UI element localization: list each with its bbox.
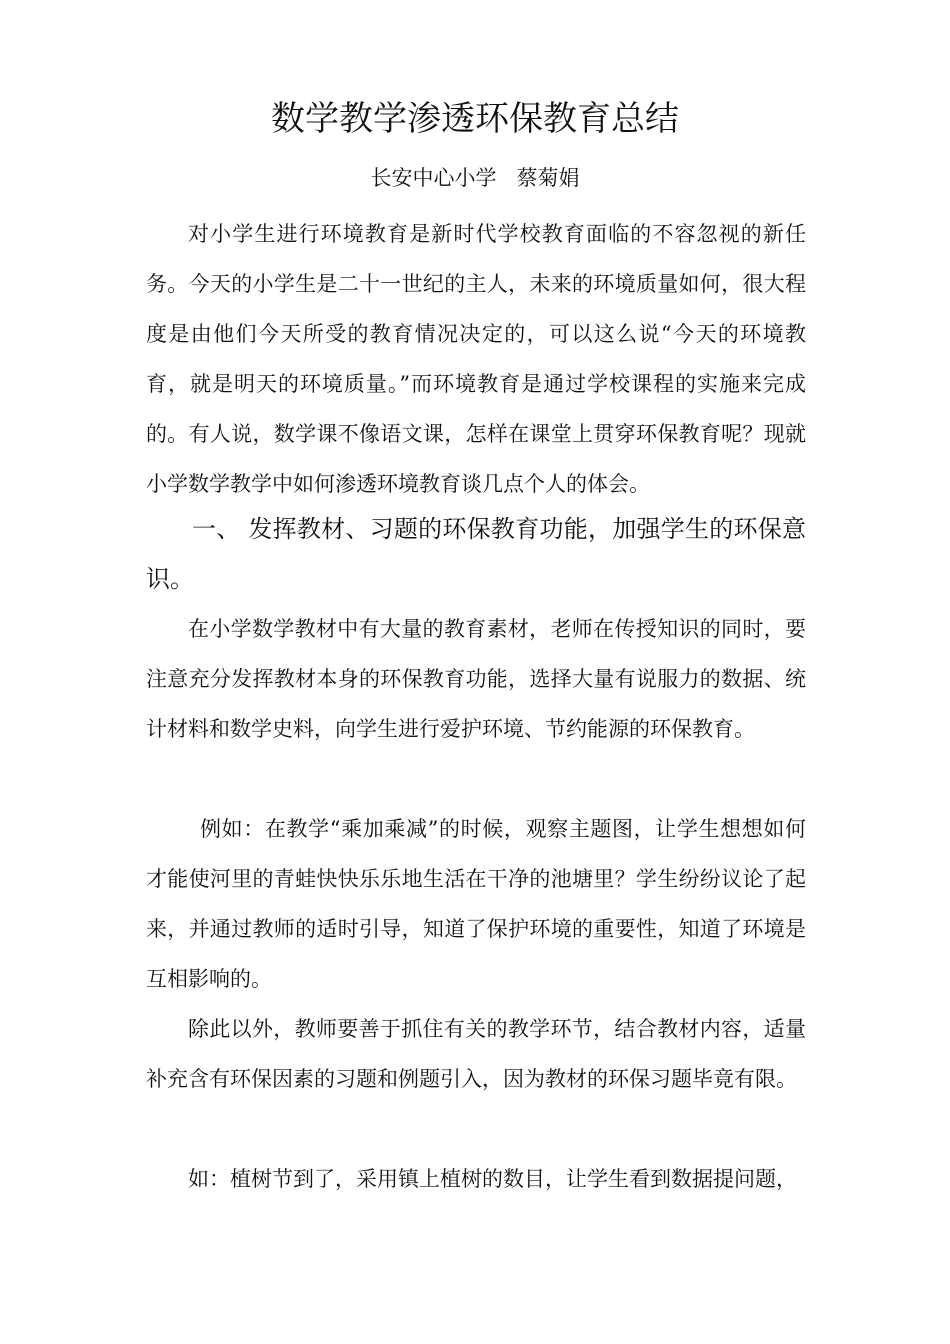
section-one-paragraph-3: 除此以外，教师要善于抓住有关的教学环节，结合教材内容，适量补充含有环保因素的习题和例题引入，因为教材的环保习题毕竟有限。 [146,1017,806,1091]
section-one-paragraph-2: 例如：在教学“乘加乘减”的时候，观察主题图，让学生想想如何才能使河里的青蛙快快乐乐地生活在干净的池塘里？学生纷纷议论了起来，并通过教师的适时引导，知道了保护环境的重要性，知道了环境是互相影响的。 [146,817,806,991]
section-one-heading: 一、 发挥教材、习题的环保教育功能，加强学生的环保意识。 [146,515,806,593]
intro-paragraph: 对小学生进行环境教育是新时代学校教育面临的不容忽视的新任务。今天的小学生是二十一世纪的主人，未来的环境质量如何，很大程度是由他们今天所受的教育情况决定的，可以这么说“今天的环境教育，就是明天的环境质量。”而环境教育是通过学校课程的实施来完成的。有人说，数学课不像语文课，怎样在课堂上贯穿环保教育呢？现就小学数学教学中如何渗透环境教育谈几点个人的体会。 [146,222,806,496]
section-one-paragraph-1: 在小学数学教材中有大量的教育素材，老师在传授知识的同时，要注意充分发挥教材本身的环保教育功能，选择大量有说服力的数据、统计材料和数学史料，向学生进行爱护环境、节约能源的环保教育。 [146,617,806,741]
document-title: 数学教学渗透环保教育总结 [271,99,679,139]
author-line: 长安中心小学 蔡菊娟 [370,166,580,190]
section-one-paragraph-4: 如：植树节到了，采用镇上植树的数目，让学生看到数据提问题， [188,1167,797,1191]
